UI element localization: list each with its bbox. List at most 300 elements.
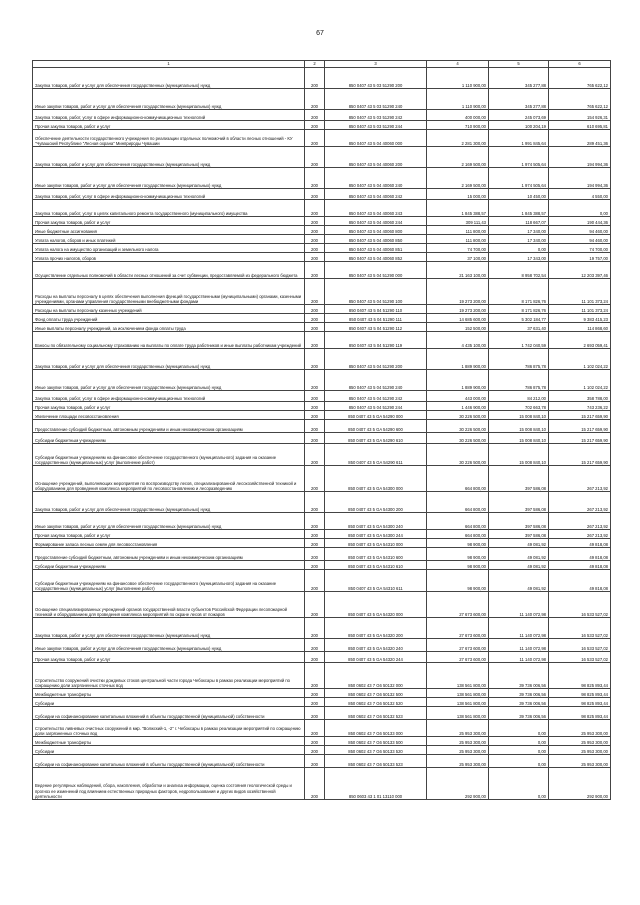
name-cell: Взносы по обязательному социальному страхованию на выплаты по оплате труда работников и иные выплаты работникам учреждений bbox=[33, 332, 305, 349]
executed-cell: 49 081,92 bbox=[489, 539, 549, 548]
line-code-cell: 200 bbox=[305, 200, 325, 217]
executed-cell: 100 204,19 bbox=[489, 121, 549, 130]
remaining-cell: 19 757,00 bbox=[549, 253, 611, 262]
line-code-cell: 200 bbox=[305, 168, 325, 189]
approved-cell: 309 111,43 bbox=[427, 217, 489, 226]
remaining-cell: 12 203 397,46 bbox=[549, 262, 611, 279]
budget-code-cell: 850 0603 43 1 01 13110 000 bbox=[325, 768, 427, 800]
table-row bbox=[33, 130, 611, 147]
remaining-cell: 16 533 527,02 bbox=[549, 652, 611, 663]
line-code-cell: 200 bbox=[305, 539, 325, 548]
executed-cell: 39 736 006,56 bbox=[489, 698, 549, 707]
executed-cell: 15 008 840,10 bbox=[489, 444, 549, 466]
name-cell: Субсидии bbox=[33, 746, 305, 755]
remaining-cell: 267 213,92 bbox=[549, 466, 611, 492]
table-row bbox=[33, 530, 611, 539]
table-row bbox=[33, 226, 611, 235]
remaining-cell: 11 101 373,24 bbox=[549, 305, 611, 314]
name-cell: Межбюджетные трансферты bbox=[33, 737, 305, 746]
executed-cell: 245 073,69 bbox=[489, 110, 549, 121]
table-row bbox=[33, 755, 611, 768]
line-code-cell: 200 bbox=[305, 121, 325, 130]
name-cell: Фонд оплаты труда учреждений bbox=[33, 314, 305, 323]
approved-cell: 4 435 100,00 bbox=[427, 332, 489, 349]
line-code-cell: 200 bbox=[305, 720, 325, 737]
executed-cell: 0,00 bbox=[489, 755, 549, 768]
remaining-cell: 25 953 300,00 bbox=[549, 737, 611, 746]
table-row bbox=[33, 110, 611, 121]
executed-cell: 397 586,08 bbox=[489, 530, 549, 539]
table-row bbox=[33, 548, 611, 561]
approved-cell: 25 953 300,00 bbox=[427, 737, 489, 746]
approved-cell: 2 281 300,00 bbox=[427, 130, 489, 147]
line-code-cell: 200 bbox=[305, 698, 325, 707]
remaining-cell: 15 217 659,90 bbox=[549, 444, 611, 466]
budget-code-cell: 850 0407 43 5 GA 54310 600 bbox=[325, 548, 427, 561]
line-code-cell: 200 bbox=[305, 411, 325, 420]
table-row bbox=[33, 663, 611, 689]
line-code-cell: 200 bbox=[305, 737, 325, 746]
name-cell: Закупка товаров, работ и услуг для обеспечения государственных (муниципальных) нужд bbox=[33, 618, 305, 639]
executed-cell: 39 736 006,56 bbox=[489, 663, 549, 689]
line-code-cell: 200 bbox=[305, 226, 325, 235]
table-row bbox=[33, 698, 611, 707]
approved-cell: 664 800,00 bbox=[427, 466, 489, 492]
budget-code-cell: 850 0602 43 7 G6 50132 500 bbox=[325, 689, 427, 698]
budget-code-cell: 850 0407 43 5 04 51290 111 bbox=[325, 314, 427, 323]
remaining-cell: 154 926,31 bbox=[549, 110, 611, 121]
remaining-cell: 98 825 893,44 bbox=[549, 707, 611, 720]
approved-cell: 74 700,00 bbox=[427, 244, 489, 253]
approved-cell: 14 685 600,00 bbox=[427, 314, 489, 323]
budget-code-cell: 850 0407 43 5 04 51290 242 bbox=[325, 391, 427, 402]
table-row bbox=[33, 746, 611, 755]
budget-code-cell: 850 0602 43 7 G6 50132 520 bbox=[325, 698, 427, 707]
approved-cell: 443 000,00 bbox=[427, 391, 489, 402]
table-row bbox=[33, 217, 611, 226]
budget-code-cell: 850 0602 43 7 G6 50133 500 bbox=[325, 737, 427, 746]
budget-code-cell: 850 0407 43 5 04 51290 244 bbox=[325, 402, 427, 411]
remaining-cell: 25 953 300,00 bbox=[549, 746, 611, 755]
table-row bbox=[33, 147, 611, 168]
table-row bbox=[33, 200, 611, 217]
budget-code-cell: 850 0407 43 5 04 40060 850 bbox=[325, 235, 427, 244]
line-code-cell: 200 bbox=[305, 592, 325, 618]
name-cell: Уплата налогов, сборов и иных платежей bbox=[33, 235, 305, 244]
table-body bbox=[33, 68, 611, 800]
executed-cell: 0,00 bbox=[489, 768, 549, 800]
remaining-cell: 15 217 659,90 bbox=[549, 433, 611, 444]
remaining-cell: 267 213,92 bbox=[549, 513, 611, 530]
budget-code-cell: 850 0407 43 5 GA 54320 000 bbox=[325, 592, 427, 618]
line-code-cell: 200 bbox=[305, 492, 325, 513]
approved-cell: 1 110 900,00 bbox=[427, 89, 489, 110]
line-code-cell: 200 bbox=[305, 110, 325, 121]
approved-cell: 98 900,00 bbox=[427, 539, 489, 548]
remaining-cell: 1 102 024,22 bbox=[549, 370, 611, 391]
table-row bbox=[33, 492, 611, 513]
budget-code-cell: 850 0407 43 5 03 51290 240 bbox=[325, 89, 427, 110]
name-cell: Прочая закупка товаров, работ и услуг bbox=[33, 652, 305, 663]
line-code-cell: 200 bbox=[305, 530, 325, 539]
approved-cell: 30 226 500,00 bbox=[427, 411, 489, 420]
executed-cell: 1 845 388,57 bbox=[489, 200, 549, 217]
executed-cell: 786 875,78 bbox=[489, 370, 549, 391]
budget-code-cell: 850 0407 43 5 GA 54310 610 bbox=[325, 561, 427, 570]
header-cell: 1 bbox=[33, 61, 305, 68]
header-cell: 6 bbox=[549, 61, 611, 68]
remaining-cell: 74 700,00 bbox=[549, 244, 611, 253]
budget-code-cell: 850 0407 43 5 GA 54320 240 bbox=[325, 639, 427, 652]
table-row bbox=[33, 402, 611, 411]
approved-cell: 98 900,00 bbox=[427, 548, 489, 561]
table-row bbox=[33, 168, 611, 189]
remaining-cell: 4 550,00 bbox=[549, 189, 611, 200]
name-cell: Закупка товаров, работ и услуг для обеспечения государственных (муниципальных) нужд bbox=[33, 68, 305, 89]
executed-cell: 118 667,07 bbox=[489, 217, 549, 226]
approved-cell: 30 226 500,00 bbox=[427, 433, 489, 444]
approved-cell: 98 900,00 bbox=[427, 561, 489, 570]
header-cell: 4 bbox=[427, 61, 489, 68]
name-cell: Закупка товаров, работ, услуг в сфере информационно-коммуникационных технологий bbox=[33, 391, 305, 402]
approved-cell: 37 100,00 bbox=[427, 253, 489, 262]
name-cell: Субсидии на софинансирование капитальных вложений в объекты государственной (муниципальной) собственности bbox=[33, 707, 305, 720]
line-code-cell: 200 bbox=[305, 217, 325, 226]
line-code-cell: 200 bbox=[305, 370, 325, 391]
line-code-cell: 200 bbox=[305, 391, 325, 402]
line-code-cell: 200 bbox=[305, 323, 325, 332]
table-row bbox=[33, 68, 611, 89]
budget-code-cell: 850 0407 43 5 04 51290 110 bbox=[325, 305, 427, 314]
executed-cell: 0,00 bbox=[489, 720, 549, 737]
table-row bbox=[33, 189, 611, 200]
executed-cell: 397 586,08 bbox=[489, 466, 549, 492]
remaining-cell: 1 102 024,22 bbox=[549, 349, 611, 370]
line-code-cell: 200 bbox=[305, 253, 325, 262]
table-row bbox=[33, 539, 611, 548]
table-row bbox=[33, 235, 611, 244]
table-row bbox=[33, 466, 611, 492]
approved-cell: 27 673 600,00 bbox=[427, 618, 489, 639]
approved-cell: 138 561 800,00 bbox=[427, 698, 489, 707]
executed-cell: 8 958 702,54 bbox=[489, 262, 549, 279]
line-code-cell: 200 bbox=[305, 689, 325, 698]
line-code-cell: 200 bbox=[305, 147, 325, 168]
line-code-cell: 200 bbox=[305, 68, 325, 89]
executed-cell: 1 742 040,59 bbox=[489, 332, 549, 349]
executed-cell: 49 081,92 bbox=[489, 548, 549, 561]
executed-cell: 11 140 072,98 bbox=[489, 639, 549, 652]
executed-cell: 1 974 505,64 bbox=[489, 147, 549, 168]
name-cell: Субсидии бюджетным учреждениям bbox=[33, 561, 305, 570]
approved-cell: 138 561 800,00 bbox=[427, 663, 489, 689]
approved-cell: 15 000,00 bbox=[427, 189, 489, 200]
name-cell: Закупка товаров, работ и услуг для обеспечения государственных (муниципальных) нужд bbox=[33, 349, 305, 370]
executed-cell: 1 991 845,64 bbox=[489, 130, 549, 147]
name-cell: Иные закупки товаров, работ и услуг для обеспечения государственных (муниципальных) нужд bbox=[33, 639, 305, 652]
line-code-cell: 200 bbox=[305, 570, 325, 592]
line-code-cell: 200 bbox=[305, 639, 325, 652]
executed-cell: 37 631,40 bbox=[489, 323, 549, 332]
executed-cell: 39 736 006,56 bbox=[489, 689, 549, 698]
approved-cell: 664 800,00 bbox=[427, 530, 489, 539]
table-row bbox=[33, 411, 611, 420]
budget-code-cell: 850 0407 43 5 GA 54290 610 bbox=[325, 433, 427, 444]
budget-code-cell: 850 0407 43 5 GA 54300 200 bbox=[325, 492, 427, 513]
executed-cell: 84 212,00 bbox=[489, 391, 549, 402]
remaining-cell: 765 622,12 bbox=[549, 68, 611, 89]
page-number: 67 bbox=[316, 30, 324, 37]
budget-code-cell: 850 0407 43 5 03 51290 200 bbox=[325, 68, 427, 89]
budget-code-cell: 850 0407 43 5 GA 54300 000 bbox=[325, 466, 427, 492]
line-code-cell: 200 bbox=[305, 652, 325, 663]
executed-cell: 11 140 072,98 bbox=[489, 592, 549, 618]
approved-cell: 25 953 300,00 bbox=[427, 720, 489, 737]
budget-code-cell: 850 0407 43 5 04 40060 243 bbox=[325, 200, 427, 217]
name-cell: Иные закупки товаров, работ и услуг для обеспечения государственных (муниципальных) нужд bbox=[33, 168, 305, 189]
line-code-cell: 200 bbox=[305, 189, 325, 200]
line-code-cell: 200 bbox=[305, 433, 325, 444]
budget-code-cell: 850 0407 43 5 GA 54320 200 bbox=[325, 618, 427, 639]
executed-cell: 49 081,92 bbox=[489, 570, 549, 592]
remaining-cell: 292 900,00 bbox=[549, 768, 611, 800]
name-cell: Иные закупки товаров, работ и услуг для обеспечения государственных (муниципальных) нужд bbox=[33, 370, 305, 391]
line-code-cell: 200 bbox=[305, 130, 325, 147]
line-code-cell: 200 bbox=[305, 663, 325, 689]
line-code-cell: 200 bbox=[305, 466, 325, 492]
table-row bbox=[33, 561, 611, 570]
table-row bbox=[33, 314, 611, 323]
approved-cell: 30 226 500,00 bbox=[427, 444, 489, 466]
executed-cell: 17 343,00 bbox=[489, 253, 549, 262]
executed-cell: 786 875,78 bbox=[489, 349, 549, 370]
remaining-cell: 49 818,08 bbox=[549, 539, 611, 548]
remaining-cell: 94 460,00 bbox=[549, 235, 611, 244]
executed-cell: 17 340,00 bbox=[489, 226, 549, 235]
executed-cell: 10 450,00 bbox=[489, 189, 549, 200]
name-cell: Оснащение учреждений, выполняющих мероприятия по воспроизводству лесов, специализированной лесохозяйственной техникой и оборудованием для проведения комплекса мероприятий по лесовосстановлению и лесоразведению bbox=[33, 466, 305, 492]
table-row bbox=[33, 433, 611, 444]
remaining-cell: 9 383 415,23 bbox=[549, 314, 611, 323]
table-header-row bbox=[33, 61, 611, 68]
table-row bbox=[33, 253, 611, 262]
name-cell: Субсидии на софинансирование капитальных вложений в объекты государственной (муниципальной) собственности bbox=[33, 755, 305, 768]
approved-cell: 21 163 100,00 bbox=[427, 262, 489, 279]
budget-code-cell: 850 0407 43 5 04 40060 852 bbox=[325, 253, 427, 262]
table-row bbox=[33, 707, 611, 720]
budget-code-cell: 850 0407 43 5 04 40060 244 bbox=[325, 217, 427, 226]
approved-cell: 138 561 800,00 bbox=[427, 689, 489, 698]
remaining-cell: 289 451,36 bbox=[549, 130, 611, 147]
executed-cell: 0,00 bbox=[489, 737, 549, 746]
name-cell: Ведение регулярных наблюдений, сбора, накопления, обработки и анализа информации, оценка состояния геологической среды и прогноз ее изменений под влиянием естественных природных факторов, недропользования и других видов хозяйственной деятельности bbox=[33, 768, 305, 800]
name-cell: Закупка товаров, работ и услуг для обеспечения государственных (муниципальных) нужд bbox=[33, 147, 305, 168]
remaining-cell: 190 444,36 bbox=[549, 217, 611, 226]
approved-cell: 1 889 900,00 bbox=[427, 349, 489, 370]
line-code-cell: 200 bbox=[305, 548, 325, 561]
remaining-cell: 267 213,92 bbox=[549, 530, 611, 539]
header-cell: 3 bbox=[325, 61, 427, 68]
remaining-cell: 610 695,81 bbox=[549, 121, 611, 130]
remaining-cell: 743 236,22 bbox=[549, 402, 611, 411]
line-code-cell: 200 bbox=[305, 279, 325, 305]
budget-code-cell: 850 0407 43 5 04 40060 242 bbox=[325, 189, 427, 200]
executed-cell: 702 663,78 bbox=[489, 402, 549, 411]
table-row bbox=[33, 262, 611, 279]
approved-cell: 27 673 600,00 bbox=[427, 592, 489, 618]
header-cell: 5 bbox=[489, 61, 549, 68]
table-row bbox=[33, 121, 611, 130]
table-row bbox=[33, 737, 611, 746]
budget-code-cell: 850 0407 43 5 GA 54290 600 bbox=[325, 420, 427, 433]
table-row bbox=[33, 391, 611, 402]
table-row bbox=[33, 513, 611, 530]
approved-cell: 1 889 900,00 bbox=[427, 370, 489, 391]
approved-cell: 25 953 300,00 bbox=[427, 746, 489, 755]
remaining-cell: 267 213,92 bbox=[549, 492, 611, 513]
remaining-cell: 98 825 893,44 bbox=[549, 663, 611, 689]
name-cell: Иные закупки товаров, работ и услуг для обеспечения государственных (муниципальных) нужд bbox=[33, 513, 305, 530]
line-code-cell: 200 bbox=[305, 444, 325, 466]
approved-cell: 400 000,00 bbox=[427, 110, 489, 121]
name-cell: Уплата прочих налогов, сборов bbox=[33, 253, 305, 262]
approved-cell: 1 446 900,00 bbox=[427, 402, 489, 411]
name-cell: Закупка товаров, работ, услуг в сфере информационно-коммуникационных технологий bbox=[33, 110, 305, 121]
table-row bbox=[33, 570, 611, 592]
executed-cell: 49 081,92 bbox=[489, 561, 549, 570]
budget-code-cell: 850 0407 43 5 04 40060 800 bbox=[325, 226, 427, 235]
remaining-cell: 0,00 bbox=[549, 200, 611, 217]
executed-cell: 397 586,08 bbox=[489, 492, 549, 513]
budget-code-cell: 850 0407 43 5 04 51290 119 bbox=[325, 332, 427, 349]
line-code-cell: 200 bbox=[305, 561, 325, 570]
table-row bbox=[33, 652, 611, 663]
name-cell: Прочая закупка товаров, работ и услуг bbox=[33, 402, 305, 411]
executed-cell: 1 974 505,64 bbox=[489, 168, 549, 189]
approved-cell: 2 169 500,00 bbox=[427, 147, 489, 168]
table-row bbox=[33, 689, 611, 698]
name-cell: Иные закупки товаров, работ и услуг для обеспечения государственных (муниципальных) нужд bbox=[33, 89, 305, 110]
remaining-cell: 114 868,60 bbox=[549, 323, 611, 332]
approved-cell: 27 673 600,00 bbox=[427, 639, 489, 652]
executed-cell: 11 140 072,98 bbox=[489, 652, 549, 663]
executed-cell: 0,00 bbox=[489, 746, 549, 755]
executed-cell: 8 171 826,76 bbox=[489, 305, 549, 314]
line-code-cell: 200 bbox=[305, 235, 325, 244]
line-code-cell: 200 bbox=[305, 420, 325, 433]
remaining-cell: 358 788,00 bbox=[549, 391, 611, 402]
budget-code-cell: 850 0407 43 5 GA 54310 000 bbox=[325, 539, 427, 548]
line-code-cell: 200 bbox=[305, 89, 325, 110]
name-cell: Предоставление субсидий бюджетным, автономным учреждениям и иным некоммерческим организациям bbox=[33, 548, 305, 561]
approved-cell: 664 800,00 bbox=[427, 513, 489, 530]
name-cell: Иные выплаты персоналу учреждений, за исключением фонда оплаты труда bbox=[33, 323, 305, 332]
name-cell: Предоставление субсидий бюджетным, автономным учреждениям и иным некоммерческим организациям bbox=[33, 420, 305, 433]
approved-cell: 1 110 900,00 bbox=[427, 68, 489, 89]
name-cell: Закупка товаров, работ и услуг для обеспечения государственных (муниципальных) нужд bbox=[33, 492, 305, 513]
remaining-cell: 49 818,08 bbox=[549, 570, 611, 592]
table-row bbox=[33, 279, 611, 305]
name-cell: Иные бюджетные ассигнования bbox=[33, 226, 305, 235]
budget-code-cell: 850 0407 43 5 04 51290 100 bbox=[325, 279, 427, 305]
remaining-cell: 49 818,08 bbox=[549, 548, 611, 561]
budget-code-cell: 850 0407 43 5 04 40060 240 bbox=[325, 168, 427, 189]
table-row bbox=[33, 420, 611, 433]
name-cell: Увеличение площади лесовосстановления bbox=[33, 411, 305, 420]
executed-cell: 15 008 840,10 bbox=[489, 420, 549, 433]
budget-code-cell: 850 0407 43 5 04 40060 200 bbox=[325, 147, 427, 168]
line-code-cell: 200 bbox=[305, 305, 325, 314]
remaining-cell: 25 953 300,00 bbox=[549, 720, 611, 737]
name-cell: Расходы на выплаты персоналу казенных учреждений bbox=[33, 305, 305, 314]
remaining-cell: 11 101 373,24 bbox=[549, 279, 611, 305]
name-cell: Строительство ливневых очистных сооружений в мкр. "Волжский-1, -2" г. Чебоксары в рамках реализации мероприятий по сокращению доли загрязненных сточных вод bbox=[33, 720, 305, 737]
name-cell: Оснащение специализированных учреждений органов государственной власти субъектов Российской Федерации лесопожарной техникой и оборудованием для проведения комплекса мероприятий по охране лесов от пожаров bbox=[33, 592, 305, 618]
approved-cell: 19 273 200,00 bbox=[427, 279, 489, 305]
executed-cell: 39 736 006,56 bbox=[489, 707, 549, 720]
approved-cell: 111 800,00 bbox=[427, 235, 489, 244]
table-row bbox=[33, 332, 611, 349]
executed-cell: 15 008 840,10 bbox=[489, 433, 549, 444]
budget-code-cell: 850 0407 43 5 04 51290 000 bbox=[325, 262, 427, 279]
remaining-cell: 98 825 893,44 bbox=[549, 698, 611, 707]
line-code-cell: 200 bbox=[305, 402, 325, 411]
name-cell: Прочая закупка товаров, работ и услуг bbox=[33, 121, 305, 130]
table-row bbox=[33, 89, 611, 110]
line-code-cell: 200 bbox=[305, 707, 325, 720]
table-row bbox=[33, 720, 611, 737]
table-row bbox=[33, 768, 611, 800]
remaining-cell: 98 825 893,44 bbox=[549, 689, 611, 698]
table-row bbox=[33, 639, 611, 652]
line-code-cell: 200 bbox=[305, 513, 325, 530]
executed-cell: 345 277,88 bbox=[489, 89, 549, 110]
approved-cell: 664 800,00 bbox=[427, 492, 489, 513]
approved-cell: 152 500,00 bbox=[427, 323, 489, 332]
remaining-cell: 15 217 659,90 bbox=[549, 420, 611, 433]
approved-cell: 98 900,00 bbox=[427, 570, 489, 592]
budget-code-cell: 850 0407 43 5 GA 54290 611 bbox=[325, 444, 427, 466]
budget-code-cell: 850 0407 43 5 GA 54300 240 bbox=[325, 513, 427, 530]
name-cell: Уплата налога на имущество организаций и земельного налога bbox=[33, 244, 305, 253]
table-row bbox=[33, 305, 611, 314]
remaining-cell: 16 533 527,02 bbox=[549, 618, 611, 639]
line-code-cell: 200 bbox=[305, 746, 325, 755]
remaining-cell: 94 460,00 bbox=[549, 226, 611, 235]
budget-code-cell: 850 0602 43 7 G6 50133 000 bbox=[325, 720, 427, 737]
budget-code-cell: 850 0407 43 5 04 51290 112 bbox=[325, 323, 427, 332]
name-cell: Закупка товаров, работ, услуг в сфере информационно-коммуникационных технологий bbox=[33, 189, 305, 200]
remaining-cell: 16 533 527,02 bbox=[549, 592, 611, 618]
approved-cell: 292 900,00 bbox=[427, 768, 489, 800]
approved-cell: 2 169 500,00 bbox=[427, 168, 489, 189]
executed-cell: 8 171 826,76 bbox=[489, 279, 549, 305]
executed-cell: 15 008 840,10 bbox=[489, 411, 549, 420]
approved-cell: 19 273 200,00 bbox=[427, 305, 489, 314]
remaining-cell: 25 953 300,00 bbox=[549, 755, 611, 768]
name-cell: Субсидии bbox=[33, 698, 305, 707]
remaining-cell: 765 622,12 bbox=[549, 89, 611, 110]
line-code-cell: 200 bbox=[305, 755, 325, 768]
budget-code-cell: 850 0407 43 5 04 40060 851 bbox=[325, 244, 427, 253]
line-code-cell: 200 bbox=[305, 768, 325, 800]
budget-code-cell: 850 0602 43 7 G6 50132 000 bbox=[325, 663, 427, 689]
budget-code-cell: 850 0407 43 5 03 51290 242 bbox=[325, 110, 427, 121]
name-cell: Субсидии бюджетным учреждениям на финансовое обеспечение государственного (муниципального) задания на оказание государственных (муниципальных) услуг (выполнение работ) bbox=[33, 570, 305, 592]
table-row bbox=[33, 618, 611, 639]
budget-code-cell: 850 0407 43 5 GA 54300 244 bbox=[325, 530, 427, 539]
executed-cell: 345 277,88 bbox=[489, 68, 549, 89]
